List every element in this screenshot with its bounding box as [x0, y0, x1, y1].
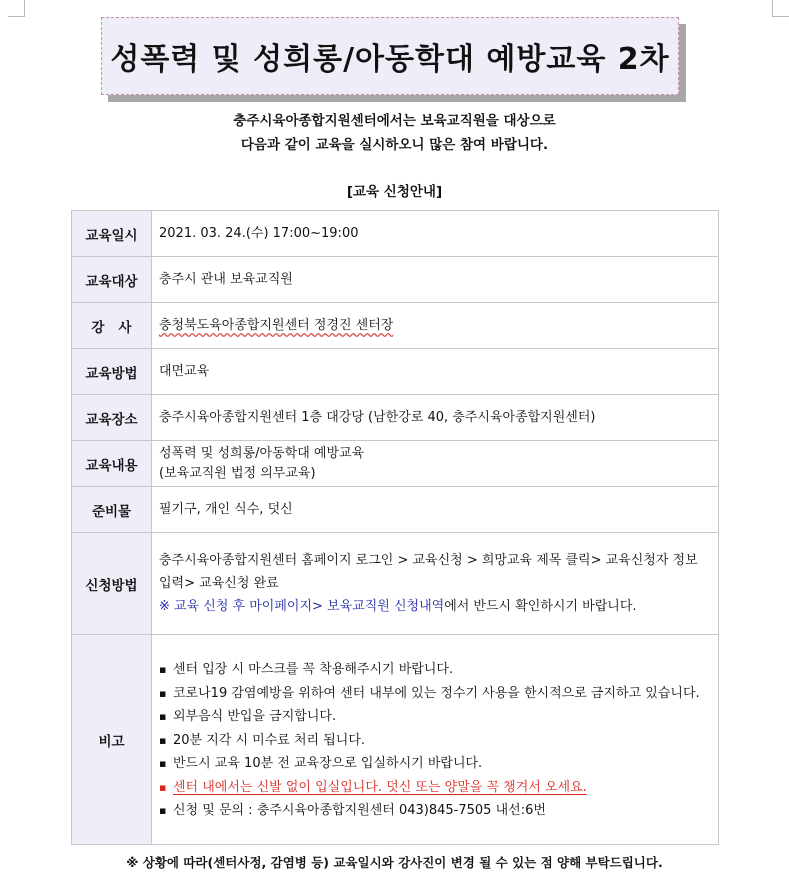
place-value: 충주시육아종합지원센터 1층 대강당 (남한강로 40, 충주시육아종합지원센터) [159, 410, 596, 425]
instructor-value: 충청북도육아종합지원센터 정경진 센터장 [159, 318, 394, 333]
row-label: 교육일시 [72, 211, 152, 257]
row-label: 강 사 [72, 303, 152, 349]
list-item: ▪ 외부음식 반입을 금지합니다. [159, 705, 711, 729]
notes-list [159, 652, 711, 827]
apply-note [159, 595, 711, 618]
page-corner-mark-left [8, 0, 25, 17]
row-label: 교육방법 [72, 349, 152, 395]
date-value: 2021. 03. 24.(수) 17:00~19:00 [152, 211, 719, 257]
intro-line-1: 충주시육아종합지원센터에서는 보육교직원을 대상으로 [233, 113, 556, 129]
list-item: ▪ 코로나19 감염예방을 위하여 센터 내부에 있는 정수기 사용을 한시적으로 금지하고 있습니다. [159, 682, 711, 706]
row-label: 교육장소 [72, 395, 152, 441]
table-row-method [72, 349, 719, 395]
apply-note-rest: 에서 반드시 확인하시기 바랍니다. [444, 599, 637, 614]
table-row-content [72, 441, 719, 487]
table-row-apply [72, 533, 719, 635]
notes-cell [152, 635, 719, 845]
instructor-cell [152, 303, 719, 349]
row-label: 비고 [72, 635, 152, 845]
info-table [71, 210, 719, 845]
list-item: ▪ 20분 지각 시 미수료 처리 됩니다. [159, 729, 711, 753]
row-label: 준비물 [72, 487, 152, 533]
table-row-target [72, 257, 719, 303]
list-item: ▪ 신청 및 문의 : 충주시육아종합지원센터 043)845-7505 내선:6번 [159, 799, 711, 823]
list-item-warning [159, 776, 711, 800]
footer-note: ※ 상황에 따라(센터사정, 감염병 등) 교육일시와 강사진이 변경 될 수 있는 점 양해 부탁드립니다. [126, 855, 663, 870]
list-item: ▪ 센터 입장 시 마스크를 꼭 착용해주시기 바랍니다. [159, 658, 711, 682]
document-title: 성폭력 및 성희롱/아동학대 예방교육 2차 [110, 42, 670, 77]
method-value: 대면교육 [152, 349, 719, 395]
content-cell [152, 441, 719, 487]
row-label: 신청방법 [72, 533, 152, 635]
intro-line-2: 다음과 같이 교육을 실시하오니 많은 참여 바랍니다. [240, 137, 549, 153]
page-corner-mark-right [772, 0, 789, 17]
row-label: 교육내용 [72, 441, 152, 487]
title-box [101, 17, 679, 95]
section-heading: [교육 신청안내] [346, 184, 443, 200]
row-label: 교육대상 [72, 257, 152, 303]
table-row-notes [72, 635, 719, 845]
table-row-date [72, 211, 719, 257]
place-cell [152, 395, 719, 441]
table-row-supplies [72, 487, 719, 533]
apply-note-blue: ※ 교육 신청 후 마이페이지> 보육교직원 신청내역 [159, 599, 445, 614]
content-line-2: (보육교직원 법정 의무교육) [159, 465, 316, 481]
table-row-instructor [72, 303, 719, 349]
table-row-place [72, 395, 719, 441]
list-item: ▪ 반드시 교육 10분 전 교육장으로 입실하시기 바랍니다. [159, 752, 711, 776]
supplies-value: 필기구, 개인 식수, 덧신 [152, 487, 719, 533]
warning-text: 센터 내에서는 신발 없이 입실입니다. 덧신 또는 양말을 꼭 챙겨서 오세요. [173, 779, 587, 795]
content-line-1: 성폭력 및 성희롱/아동학대 예방교육 [159, 445, 365, 461]
target-value: 충주시 관내 보육교직원 [152, 257, 719, 303]
apply-cell [152, 533, 719, 635]
apply-steps: 충주시육아종합지원센터 홈페이지 로그인 > 교육신청 > 희망교육 제목 클릭> 교육신청자 정보 입력> 교육신청 완료 [159, 553, 698, 591]
